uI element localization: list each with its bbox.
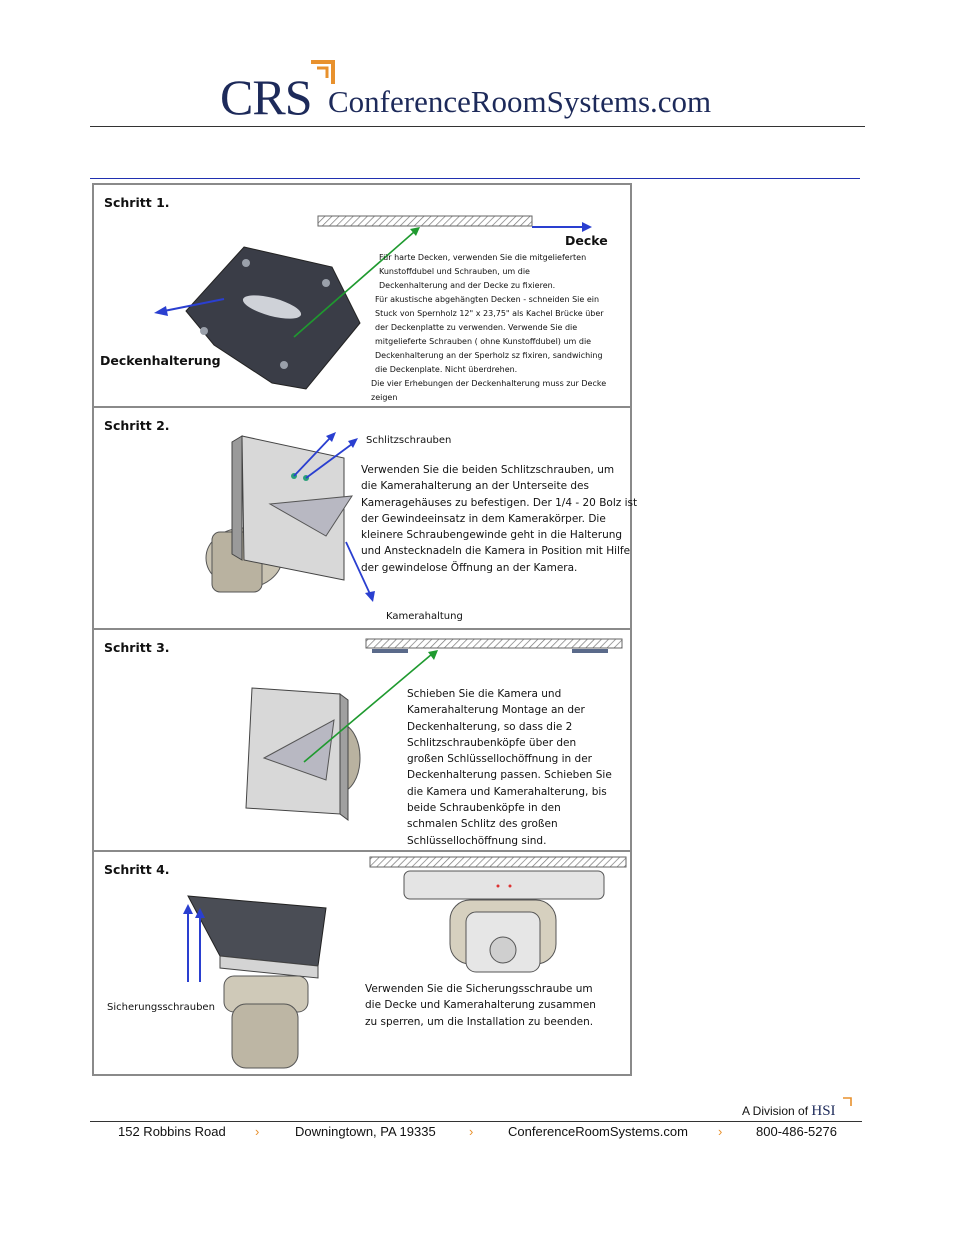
logo-bracket-icon [309, 60, 335, 86]
logo-abbr: CRS [220, 69, 312, 125]
label-slotted-screws: Schlitzschrauben [366, 435, 452, 446]
division-prefix: A Division of [742, 1104, 809, 1118]
footer-city: Downingtown, PA 19335 [295, 1124, 436, 1139]
step-3-title: Schritt 3. [104, 640, 170, 655]
division-note [742, 1103, 836, 1120]
blue-divider [90, 178, 860, 179]
logo-site: ConferenceRoomSystems.com [328, 84, 712, 119]
division-brand: HSI [811, 1103, 836, 1119]
locking-screw-illustration [94, 852, 630, 1074]
step-3-panel [94, 630, 630, 852]
step-4-title: Schritt 4. [104, 862, 170, 877]
step-1-panel [94, 185, 630, 408]
step-4-text: Verwenden Sie die Sicherungsschraube um die Decke und Kamerahalterung zusammen zu sperren, um die Installation zu beenden. [365, 983, 596, 1028]
chevron-right-icon: › [255, 1124, 260, 1139]
label-ceiling-mount: Deckenhalterung [100, 353, 221, 368]
hsi-bracket-icon [842, 1097, 852, 1107]
label-camera-bracket: Kamerahaltung [386, 611, 463, 622]
footer-divider [90, 1121, 862, 1122]
step-2-title: Schritt 2. [104, 418, 170, 433]
footer-website[interactable]: ConferenceRoomSystems.com [508, 1124, 688, 1139]
installation-figure [92, 183, 638, 1076]
step-2-text: Verwenden Sie die beiden Schlitzschrauben, um die Kamerahalterung an der Unterseite des Kameragehäuses zu befestigen. Der 1/4 - 20 Bolz ist der Gewindeeinsatz in dem Kamerakörper. Die kleinere Schraubengewinde geht in die Halterung und Anstecknadeln die Kamera in Position mit Hilfe der gewindelose Öffnung an der Kamera. [361, 464, 638, 574]
chevron-right-icon: › [718, 1124, 723, 1139]
step-3-text: Schieben Sie die Kamera und Kamerahalterung Montage an der Deckenhalterung, so dass die 2 Schlitzschraubenköpfe über den großen Schlüssellochöffnung in der Deckenhalterung passen. Schieben Sie die Kamera und Kamerahalterung, bis beide Schraubenköpfe in den schmalen Schlitz des großen Schlüssellochöffnung sind. [407, 688, 612, 847]
label-ceiling: Decke [565, 233, 608, 248]
chevron-right-icon: › [469, 1124, 474, 1139]
footer-phone[interactable]: 800-486-5276 [756, 1124, 837, 1139]
header-divider [90, 126, 865, 127]
footer-address: 152 Robbins Road [118, 1124, 226, 1139]
step-1-text: Für harte Decken, verwenden Sie die mitgelieferten Kunstoffdubel und Schrauben, um die Deckenhalterung and der Decke zu fixieren. Für akustische abgehängten Decken - schneiden Sie ein Stuck von Spernholz 12" x 23,75" als Kachel Brücke über der Deckenplatte zu verwenden. Verwende Sie die mitgelieferte Schrauben ( ohne Kunstoffdubel) um die Deckenhalterung an der Sperholz sz fixiren, sandwiching die Deckenplate. Nicht überdrehen. Die vier Erhebungen der Deckenhalterung muss zur Decke zeigen [371, 253, 607, 402]
step-2-panel [94, 408, 638, 630]
label-locking-screws: Sicherungsschrauben [107, 1002, 215, 1013]
step-1-title: Schritt 1. [104, 195, 170, 210]
step-4-panel [94, 852, 630, 1074]
